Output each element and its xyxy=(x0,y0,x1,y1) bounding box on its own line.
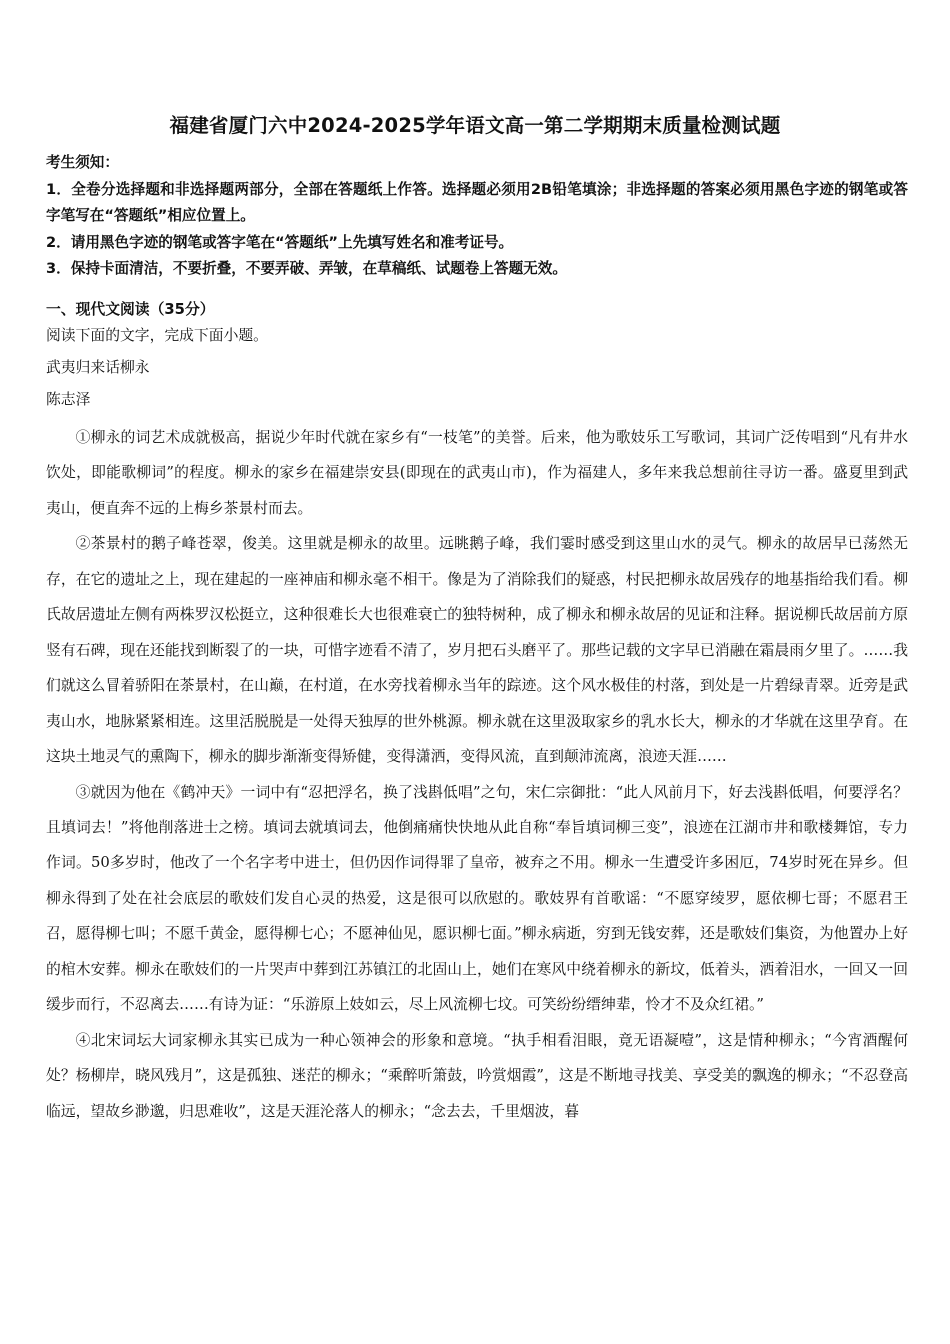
article-title: 武夷归来话柳永 xyxy=(46,359,150,376)
paragraph-3: ③就因为他在《鹤冲天》一词中有“忍把浮名，换了浅斟低唱”之句，宋仁宗御批：“此人风前月下，好去浅斟低唱，何要浮名？且填词去！”将他削落进士之榜。填词去就填词去，他倒痛痛快快地从此自称“奉旨填词柳三变”，浪迹在江湖市井和歌楼舞馆，专力作词。50多岁时，他改了一个名字考中进士，但仍因作词得罪了皇帝，被弃之不用。柳永一生遭受许多困厄，74岁时死在异乡。但柳永得到了处在社会底层的歌妓们发自心灵的热爱，这是很可以欣慰的。歌妓界有首歌谣：“不愿穿绫罗，愿依柳七哥；不愿君王召，愿得柳七叫；不愿千黄金，愿得柳七心；不愿神仙见，愿识柳七面。”柳永病逝，穷到无钱安葬，还是歌妓们集资，为他置办上好的棺木安葬。柳永在歌妓们的一片哭声中葬到江苏镇江的北固山上，她们在寒风中绕着柳永的新坟，低着头，洒着泪水，一回又一回缓步而行，不忍离去……有诗为证：“乐游原上妓如云，尽上风流柳七坟。可笑纷纷缙绅辈，怜才不及众红裙。” xyxy=(46,783,908,1014)
notice-item-1: 1．全卷分选择题和非选择题两部分，全部在答题纸上作答。选择题必须用2B铅笔填涂；非选择题的答案必须用黑色字迹的钢笔或答字笔写在“答题纸”相应位置上。 xyxy=(46,180,908,225)
exam-notice xyxy=(46,150,908,283)
article-body xyxy=(46,420,908,1129)
notice-heading: 考生须知： xyxy=(46,154,119,171)
document-title: 福建省厦门六中2024-2025学年语文高一第二学期期末质量检测试题 xyxy=(169,114,781,137)
section-instruction: 阅读下面的文字，完成下面小题。 xyxy=(46,327,268,344)
reading-section xyxy=(46,297,908,413)
paragraph-4: ④北宋词坛大词家柳永其实已成为一种心领神会的形象和意境。“执手相看泪眼，竟无语凝噎”，这是情种柳永；“今宵酒醒何处？杨柳岸，晓风残月”，这是孤独、迷茫的柳永；“乘醉听箫鼓，吟赏烟霞”，这是不断地寻找美、享受美的飘逸的柳永；“不忍登高临远，望故乡渺邈，归思难收”，这是天涯沦落人的柳永；“念去去，千里烟波，暮 xyxy=(46,1031,908,1120)
notice-item-3: 3．保持卡面清洁，不要折叠，不要弄破、弄皱，在草稿纸、试题卷上答题无效。 xyxy=(46,260,567,278)
notice-item-2: 2．请用黑色字迹的钢笔或答字笔在“答题纸”上先填写姓名和准考证号。 xyxy=(46,233,514,251)
article-author: 陈志泽 xyxy=(46,391,91,408)
section-heading: 一、现代文阅读（35分） xyxy=(46,301,215,318)
paragraph-1: ①柳永的词艺术成就极高，据说少年时代就在家乡有“一枝笔”的美誉。后来，他为歌妓乐工写歌词，其词广泛传唱到“凡有井水饮处，即能歌柳词”的程度。柳永的家乡在福建崇安县(即现在的武夷山市)，作为福建人，多年来我总想前往寻访一番。盛夏里到武夷山，便直奔不远的上梅乡茶景村而去。 xyxy=(46,429,908,517)
paragraph-2: ②茶景村的鹅子峰苍翠，俊美。这里就是柳永的故里。远眺鹅子峰，我们霎时感受到这里山水的灵气。柳永的故居早已荡然无存，在它的遗址之上，现在建起的一座神庙和柳永毫不相干。像是为了消除我们的疑惑，村民把柳永故居残存的地基指给我们看。柳氏故居遗址左侧有两株罗汉松挺立，这种很难长大也很难衰亡的独特树种，成了柳永和柳永故居的见证和注释。据说柳氏故居前方原竖有石碑，现在还能找到断裂了的一块，可惜字迹看不清了，岁月把石头磨平了。那些记载的文字早已消融在霜晨雨夕里了。……我们就这么冒着骄阳在茶景村，在山巅，在村道，在水旁找着柳永当年的踪迹。这个风水极佳的村落，到处是一片碧绿青翠。近旁是武夷山水，地脉紧紧相连。这里活脱脱是一处得天独厚的世外桃源。柳永就在这里汲取家乡的乳水长大，柳永的才华就在这里孕育。在这块土地灵气的熏陶下，柳永的脚步渐渐变得矫健，变得潇洒，变得风流，直到颠沛流离，浪迹天涯…… xyxy=(46,535,908,766)
